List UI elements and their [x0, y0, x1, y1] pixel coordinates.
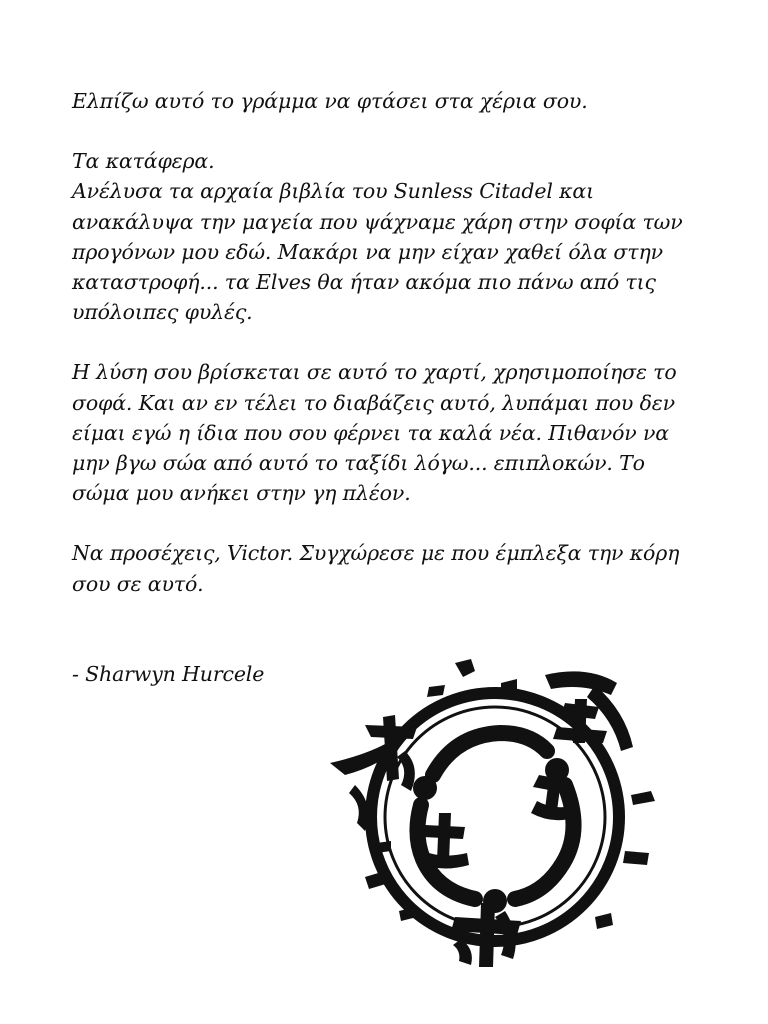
- letter-paragraph-1: Τα κατάφερα. Ανέλυσα τα αρχαία βιβλία του Sunless Citadel και ανακάλυψα την μαγεία που ψάχναμε χάρη στην σοφία των προγόνων μου εδώ. Μακάρι να μην είχαν χαθεί όλα στην καταστροφή... τα Elves θα ήταν ακόμα πιο πάνω από τις υπόλοιπες φυλές.: [72, 149, 683, 325]
- seal-glyph-center-left: [419, 813, 469, 869]
- paragraph-spacer: [72, 116, 712, 146]
- paragraph-spacer: [72, 327, 712, 357]
- arcane-circle-seal: [325, 655, 665, 970]
- seal-brush-arc: [433, 733, 547, 775]
- signature-spacer: [72, 599, 712, 659]
- signature: - Sharwyn Hurcele: [72, 661, 265, 686]
- letter-paragraph-3: Να προσέχεις, Victor. Συγχώρεσε με που έμπλεξα την κόρη σου σε αυτό.: [72, 541, 680, 596]
- paragraph-spacer: [72, 508, 712, 538]
- seal-brush-knot: [413, 776, 437, 800]
- letter-body: [72, 86, 712, 689]
- letter-paragraph-2: Η λύση σου βρίσκεται σε αυτό το χαρτί, χρησιμοποίησε το σοφά. Και αν εν τέλει το διαβάζεις αυτό, λυπάμαι που δεν είμαι εγώ η ίδια που σου φέρνει τα καλά νέα. Πιθανόν να μην βγω σώα από αυτό το ταξίδι λόγω... επιπλοκών. Το σώμα μου ανήκει στην γη πλέον.: [72, 360, 677, 506]
- seal-brush-arc: [515, 785, 574, 899]
- letter-greeting: Ελπίζω αυτό το γράμμα να φτάσει στα χέρια σου.: [72, 89, 588, 113]
